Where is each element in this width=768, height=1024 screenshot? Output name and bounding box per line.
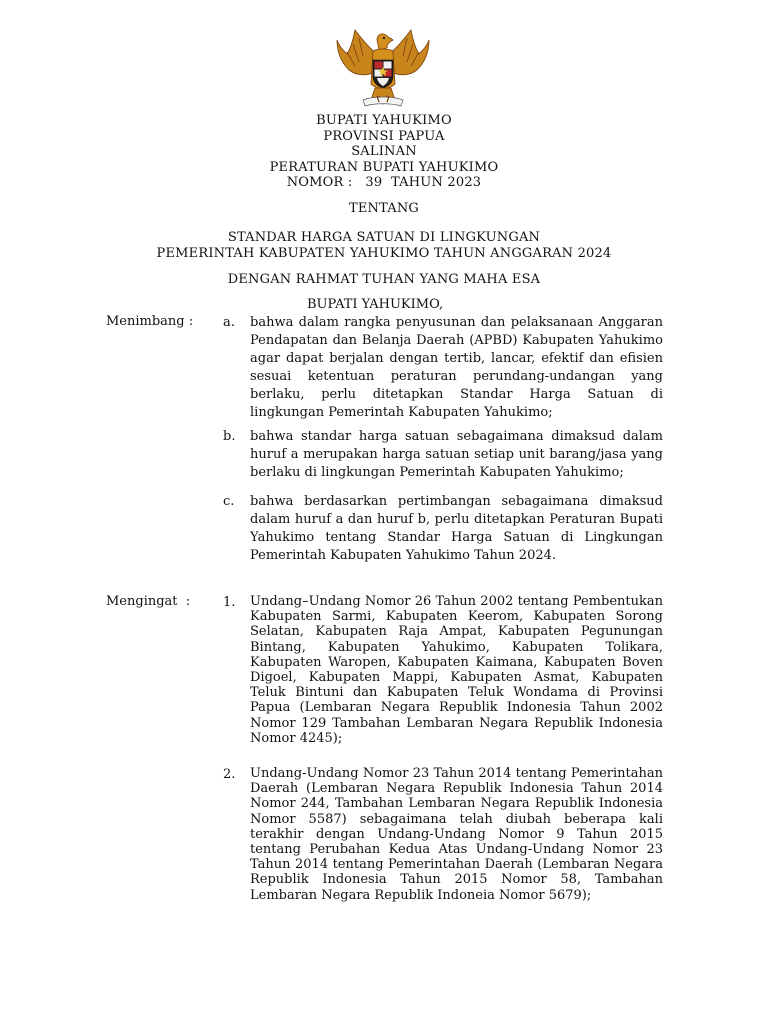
regulation-number: NOMOR : 39 TAHUN 2023 (286, 175, 482, 190)
item-marker: a. (223, 315, 235, 330)
menimbang-label: Menimbang : (106, 314, 194, 329)
item-text: bahwa dalam rangka penyusunan dan pelaksanaan Anggaran Pendapatan dan Belanja Daerah (APBD) Kabupaten Yahukimo agar dapat berjalan dengan tertib, lancar, efektif dan efisien sesuai ketentuan peraturan perundang-undangan yang berlaku, perlu ditetapkan Standar Harga Satuan di lingkungan Pemerintah Kabupaten Yahukimo; (250, 315, 663, 420)
item-marker: b. (223, 429, 236, 444)
item-text: bahwa berdasarkan pertimbangan sebagaimana dimaksud dalam huruf a dan huruf b, perlu ditetapkan Peraturan Bupati Yahukimo tentang Standar Harga Satuan di Lingkungan Pemerintah Kabupaten Yahukimo Tahun 2024. (250, 494, 663, 563)
document-heading (0, 113, 768, 191)
item-marker: 1. (223, 595, 236, 610)
item-marker: 2. (223, 767, 236, 782)
about-heading: TENTANG (348, 201, 420, 216)
item-text: Undang–Undang Nomor 26 Tahun 2002 tentang Pembentukan Kabupaten Sarmi, Kabupaten Keerom, Kabupaten Sorong Selatan, Kabupaten Raja Ampat, Kabupaten Pegunungan Bintang, Kabupaten Yahukimo, Kabupaten Tolikara, Kabupaten Waropen, Kabupaten Kaimana, Kabupaten Boven Digoel, Kabupaten Mappi, Kabupaten Asmat, Kabupaten Teluk Bintuni dan Kabupaten Teluk Wondama di Provinsi Papua (Lembaran Negara Republik Indonesia Tahun 2002 Nomor 129 Tambahan Lembaran Negara Republik Indonesia Nomor 4245); (250, 594, 663, 746)
regent-title: BUPATI YAHUKIMO (316, 113, 452, 128)
item-text: Undang-Undang Nomor 23 Tahun 2014 tentang Pemerintahan Daerah (Lembaran Negara Republik Indonesia Tahun 2014 Nomor 244, Tambahan Lembaran Negara Republik Indonesia Nomor 5587) sebagaimana telah diubah beberapa kali terakhir dengan Undang-Undang Nomor 9 Tahun 2015 tentang Perubahan Kedua Atas Undang-Undang Nomor 23 Tahun 2014 tentang Pemerintahan Daerah (Lembaran Negara Republik Indonesia Tahun 2015 Nomor 58, Tambahan Lembaran Negara Republik Indoneia Nomor 5679); (250, 766, 663, 903)
item-text: bahwa standar harga satuan sebagaimana dimaksud dalam huruf a merupakan harga satuan setiap unit barang/jasa yang berlaku di lingkungan Pemerintah Kabupaten Yahukimo; (250, 429, 663, 480)
regulation-subject (0, 230, 768, 261)
mengingat-label: Mengingat : (106, 594, 191, 609)
province-title: PROVINSI PAPUA (323, 128, 445, 144)
copy-label: SALINAN (351, 144, 417, 159)
subject-line-1: STANDAR HARGA SATUAN DI LINGKUNGAN (227, 230, 541, 245)
item-marker: c. (223, 494, 235, 509)
regulation-title: PERATURAN BUPATI YAHUKIMO (269, 159, 499, 175)
regent-signatory-heading: BUPATI YAHUKIMO, (307, 297, 444, 312)
subject-line-2: PEMERINTAH KABUPATEN YAHUKIMO TAHUN ANGGARAN 2024 (156, 245, 612, 261)
garuda-emblem-icon (333, 26, 433, 110)
invocation: DENGAN RAHMAT TUHAN YANG MAHA ESA (227, 272, 541, 287)
